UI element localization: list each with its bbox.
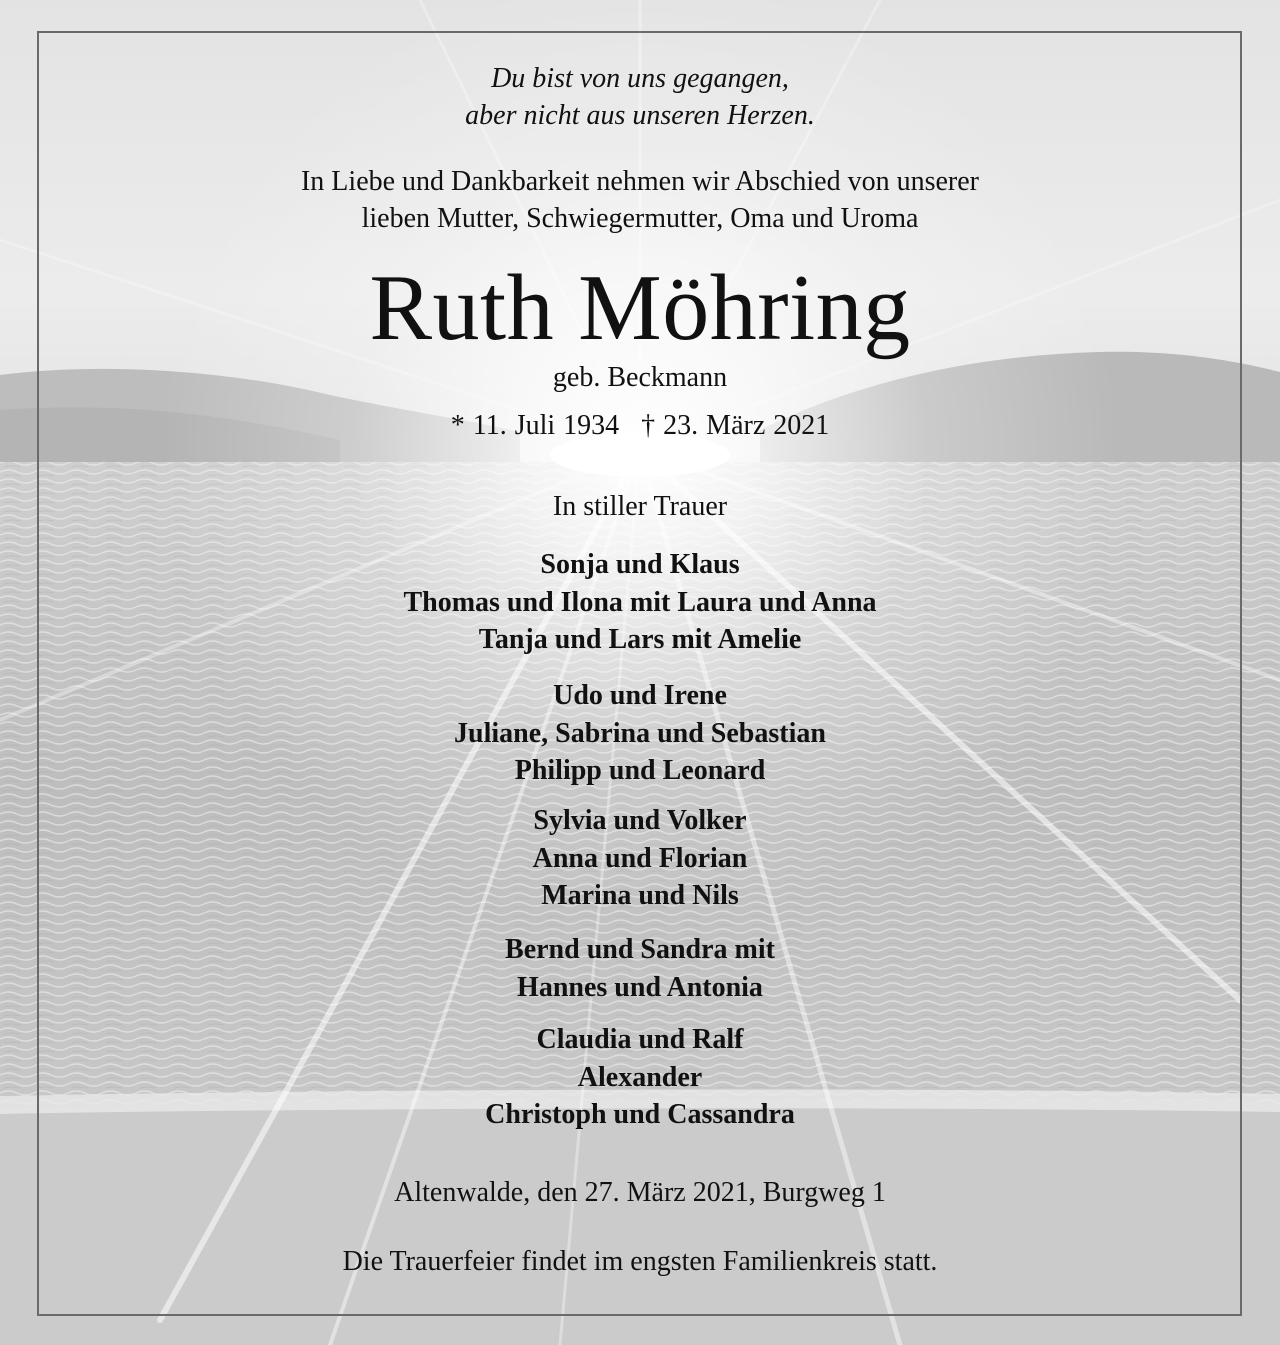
family-line: Sylvia und Volker bbox=[533, 805, 747, 836]
family-line: Tanja und Lars mit Amelie bbox=[478, 624, 802, 655]
family-line: Christoph und Cassandra bbox=[485, 1099, 795, 1130]
death-date: † 23. März 2021 bbox=[641, 410, 830, 441]
life-dates bbox=[0, 409, 1280, 443]
family-line: Alexander bbox=[577, 1062, 703, 1093]
family-line: Juliane, Sabrina und Sebastian bbox=[454, 718, 826, 749]
family-line: Anna und Florian bbox=[532, 843, 748, 874]
family-line: Hannes und Antonia bbox=[517, 972, 763, 1003]
maiden-name: geb. Beckmann bbox=[552, 362, 728, 393]
funeral-note: Die Trauerfeier findet im engsten Familienkreis statt. bbox=[342, 1246, 938, 1277]
family-line: Thomas und Ilona mit Laura und Anna bbox=[403, 587, 877, 618]
birth-date: * 11. Juli 1934 bbox=[450, 410, 620, 441]
family-line: Marina und Nils bbox=[541, 880, 739, 911]
intro-line-1: In Liebe und Dankbarkeit nehmen wir Abschied von unserer bbox=[300, 166, 979, 197]
family-line: Udo und Irene bbox=[553, 680, 727, 711]
family-line: Bernd und Sandra mit bbox=[505, 934, 775, 965]
family-line: Philipp und Leonard bbox=[514, 755, 766, 786]
motto-line-1: Du bist von uns gegangen, bbox=[491, 63, 789, 94]
intro-line-2: lieben Mutter, Schwiegermutter, Oma und Uroma bbox=[361, 203, 919, 234]
family-line: Sonja und Klaus bbox=[540, 549, 740, 580]
deceased-name: Ruth Möhring bbox=[369, 256, 911, 360]
family-line: Claudia und Ralf bbox=[536, 1024, 744, 1055]
motto-line-2: aber nicht aus unseren Herzen. bbox=[465, 100, 815, 131]
mourning-line: In stiller Trauer bbox=[552, 491, 728, 522]
place-and-date: Altenwalde, den 27. März 2021, Burgweg 1 bbox=[394, 1177, 886, 1208]
